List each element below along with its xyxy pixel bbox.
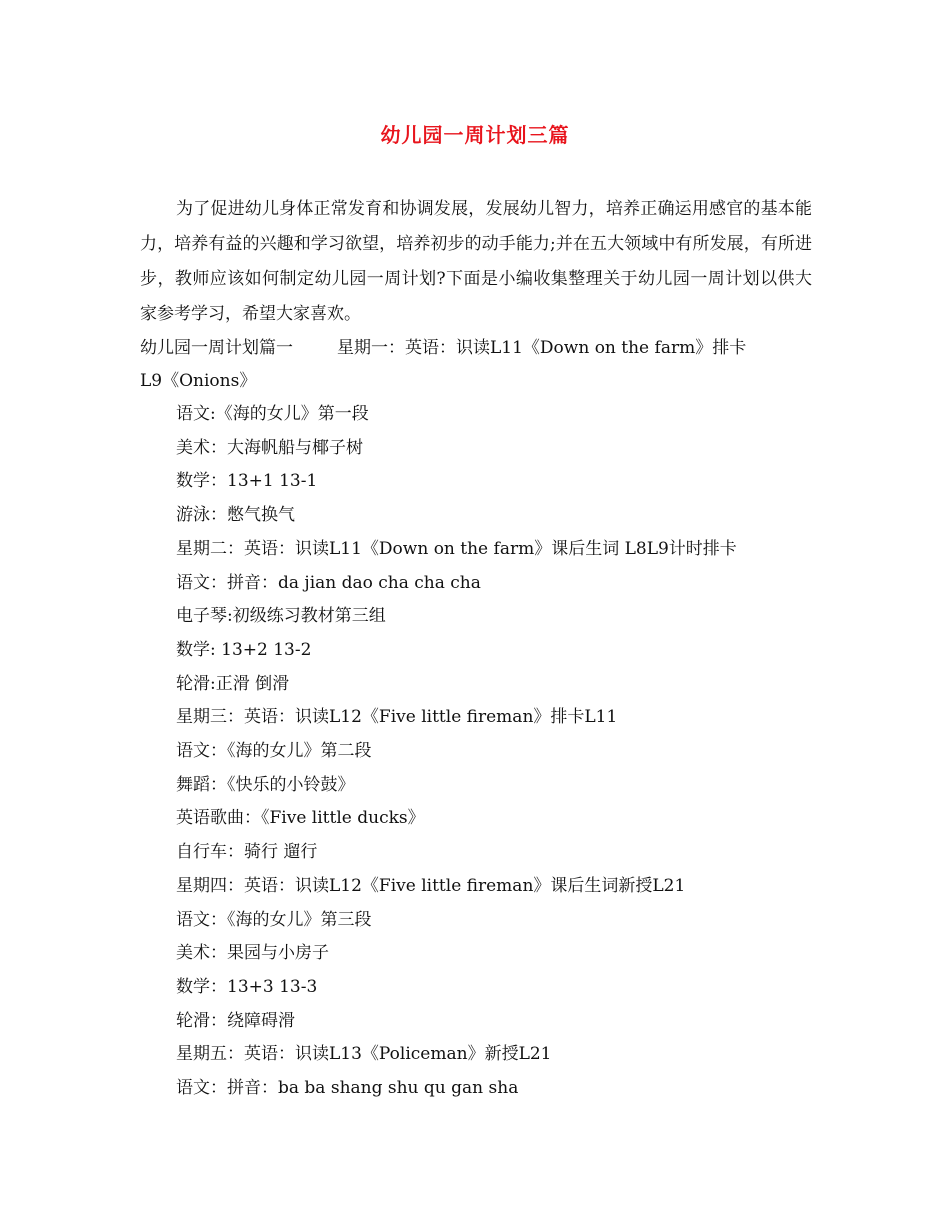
schedule-line: 语文：《海的女儿》第三段 [176, 909, 372, 930]
schedule-line: 数学：13+1 13-1 [176, 471, 318, 492]
schedule-line: 星期四：英语：识读L12《Five little fireman》课后生词新授L21 [176, 875, 686, 896]
schedule-line: 星期二：英语：识读L11《Down on the farm》课后生词 L8L9计时排卡 [176, 538, 737, 559]
schedule-line: 语文:《海的女儿》第一段 [176, 404, 369, 424]
monday-english-line: 星期一：英语：识读L11《Down on the farm》排卡 [337, 338, 747, 358]
schedule-line: 英语歌曲：《Five little ducks》 [176, 808, 425, 829]
schedule-line: 美术：大海帆船与椰子树 [176, 437, 363, 458]
schedule-line: 星期三：英语：识读L12《Five little fireman》排卡L11 [176, 707, 618, 728]
schedule-line: 语文：《海的女儿》第二段 [176, 741, 372, 762]
schedule-line: 游泳：憋气换气 [176, 505, 295, 526]
document-title: 幼儿园一周计划三篇 [380, 123, 570, 147]
schedule-line: 自行车：骑行 遛行 [176, 842, 318, 863]
intro-paragraph: 为了促进幼儿身体正常发育和协调发展，发展幼儿智力，培养正确运用感官的基本能力，培养有益的兴趣和学习欲望，培养初步的动手能力;并在五大领域中有所发展，有所进步，教师应该如何制定幼儿园一周计划?下面是小编收集整理关于幼儿园一周计划以供大家参考学习，希望大家喜欢。 [140, 199, 812, 324]
schedule-line: 舞蹈：《快乐的小铃鼓》 [176, 774, 355, 795]
monday-english-line-cont: L9《Onions》 [140, 371, 257, 391]
schedule-line: 数学: 13+2 13-2 [176, 639, 312, 660]
schedule-lines [140, 398, 812, 1106]
schedule-line: 数学：13+3 13-3 [176, 976, 318, 997]
plan-heading-line [140, 332, 812, 365]
document-body [140, 192, 812, 1106]
schedule-line: 语文：拼音：ba ba shang shu qu gan sha [176, 1078, 519, 1099]
schedule-line: 轮滑：绕障碍滑 [176, 1010, 295, 1031]
schedule-line: 星期五：英语：识读L13《Policeman》新授L21 [176, 1044, 552, 1065]
schedule-line: 语文：拼音：da jian dao cha cha cha [176, 572, 481, 593]
schedule-line: 美术：果园与小房子 [176, 943, 329, 964]
schedule-line: 轮滑:正滑 倒滑 [176, 673, 290, 694]
plan-heading: 幼儿园一周计划篇一 [140, 338, 293, 358]
schedule-line: 电子琴:初级练习教材第三组 [176, 606, 386, 627]
